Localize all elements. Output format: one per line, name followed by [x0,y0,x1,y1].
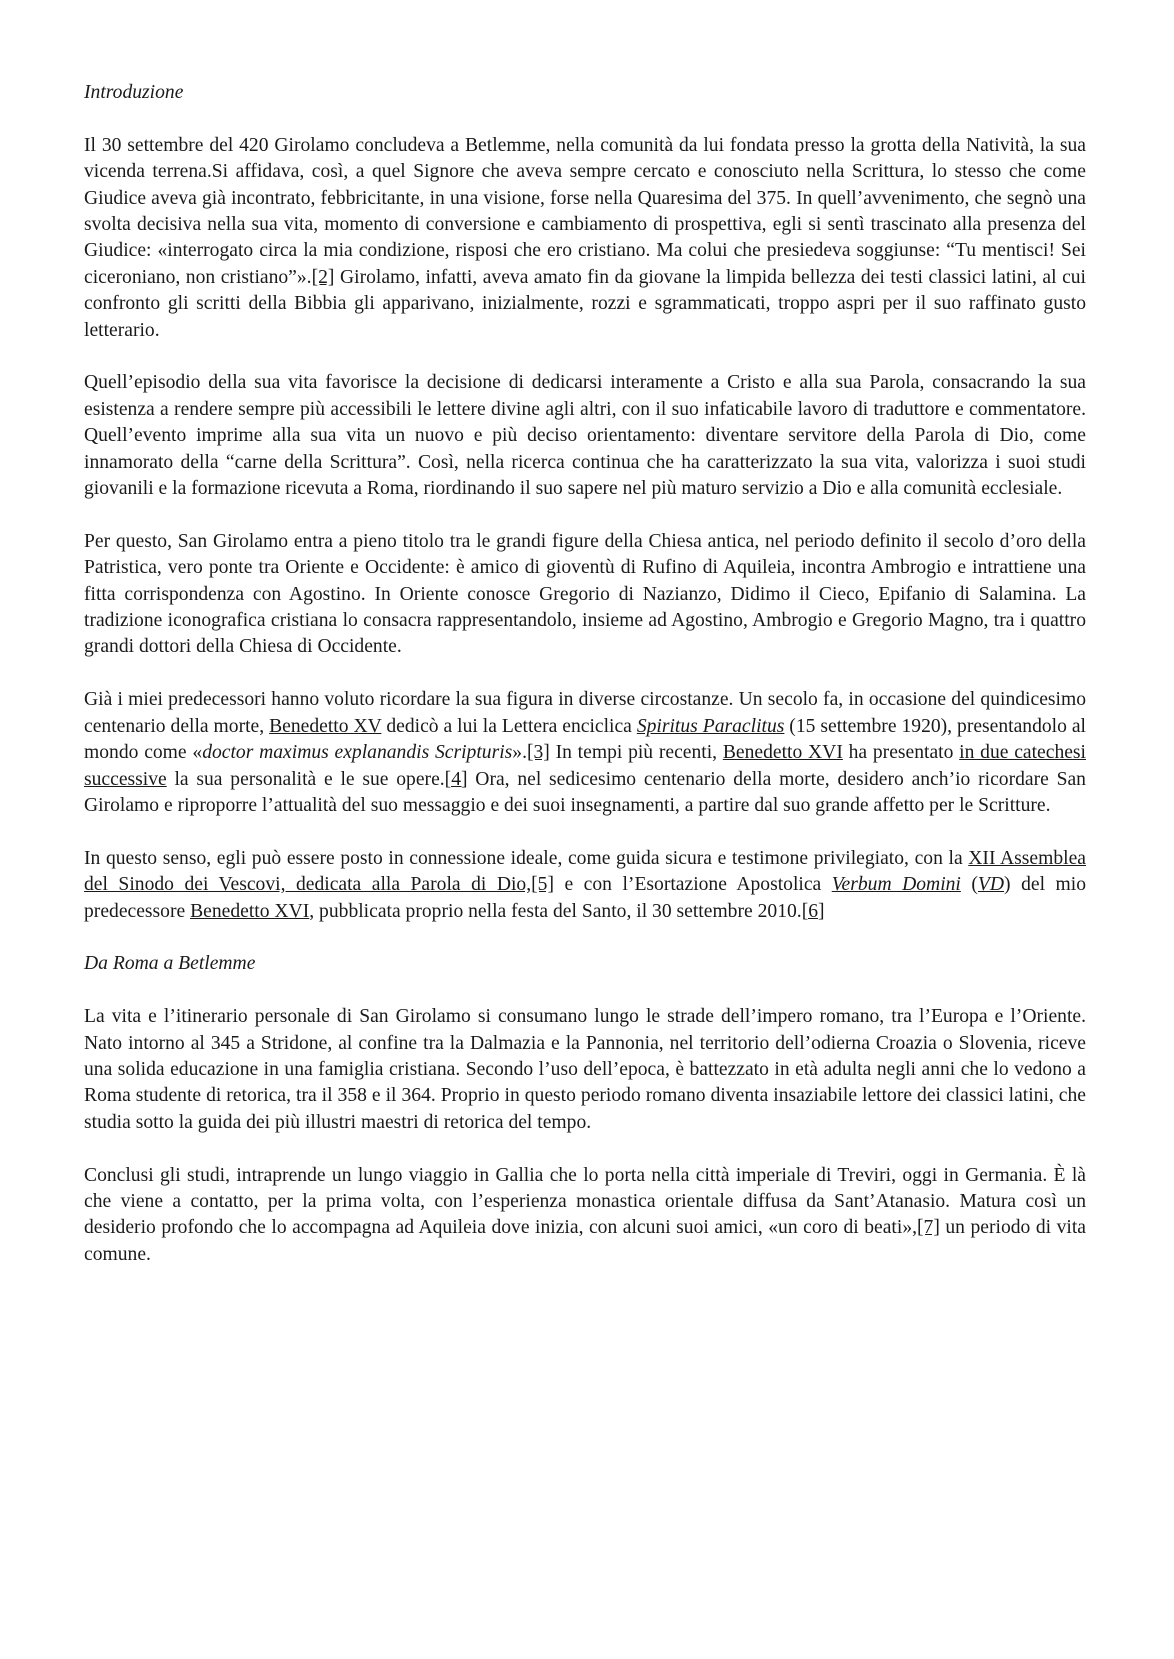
quote-doctor-maximus: doctor maximus explanandis Scripturis [202,742,513,764]
footnote-link-2[interactable]: [2] [311,266,335,288]
link-spiritus-paraclitus-text: Spiritus Paraclitus [636,715,785,737]
link-benedetto-xv[interactable]: Benedetto XV [269,715,382,737]
paragraph-4-text-g: la sua personalità e le sue opere. [166,768,445,790]
paragraph-4-text-a: Già i miei predecessori hanno voluto ricordare la sua figura in diverse circostanze. Un secolo fa, in occasione del quindicesimo centenario della morte, [84,689,1086,737]
section-heading-da-roma-a-betlemme: Da Roma a Betlemme [84,953,256,975]
paragraph-4 [84,687,1086,819]
paragraph-7 [84,1163,1086,1269]
link-verbum-domini[interactable] [832,874,961,895]
paragraph-1-text-b: Girolamo, infatti, aveva amato fin da giovane la limpida bellezza dei testi classici latini, al cui confronto gli scritti della Bibbia gli apparivano, inizialmente, rozzi e sgrammaticati, troppo aspri per il suo raffinato gusto letterario. [84,266,1087,341]
link-catechesi[interactable]: in due catechesi successive [84,742,1087,790]
link-spiritus-paraclitus[interactable] [637,716,785,737]
link-sinodo-vescovi[interactable]: XII Assemblea del Sinodo dei Vescovi, dedicata alla Parola di Dio, [84,847,1086,896]
footnote-link-3[interactable]: [3] [526,742,550,764]
footnote-link-5[interactable]: [5] [531,874,554,896]
footnote-link-7[interactable]: [7] [917,1217,940,1239]
link-verbum-domini-text: Verbum Domini [831,874,961,896]
paragraph-5-text-d: ) del mio predecessore [84,874,1086,922]
paragraph-4-text-f: ha presentato [842,742,960,764]
paragraph-7-text-b: un periodo di vita comune. [84,1217,1086,1265]
paragraph-6: La vita e l’itinerario personale di San Girolamo si consumano lungo le strade dell’impero romano, tra l’Europa e l’Oriente. Nato intorno al 345 a Stridone, al confine tra la Dalmazia e la Pannonia, nel territorio dell’odierna Croazia o Slovenia, riceve una solida educazione in una famiglia cristiana. Secondo l’uso dell’epoca, è battezzato in età adulta negli anni che lo vedono a Roma studente di retorica, tra il 358 e il 364. Proprio in questo periodo romano diventa insaziabile lettore dei classici latini, che studia sotto la guida dei più illustri maestri di retorica del tempo. [84,1006,1086,1133]
paragraph-7-text-a: Conclusi gli studi, intraprende un lungo viaggio in Gallia che lo porta nella città imperiale di Treviri, oggi in Germania. È là che viene a contatto, per la prima volta, con l’esperienza monastica orientale diffusa da Sant’Atanasio. Matura così un desiderio profondo che lo accompagna ad Aquileia dove inizia, con alcuni suoi amici, «un coro di beati», [84,1164,1086,1239]
footnote-link-4[interactable]: [4] [444,768,468,790]
paragraph-5-text-e: , pubblicata proprio nella festa del Santo, il 30 settembre 2010. [309,900,802,922]
paragraph-5-text-b: e con l’Esortazione Apostolica [553,874,832,896]
paragraph-2: Quell’episodio della sua vita favorisce la decisione di dedicarsi interamente a Cristo e alla sua Parola, consacrando la sua esistenza a rendere sempre più accessibili le lettere divine agli altri, con il suo infaticabile lavoro di traduttore e commentatore. Quell’evento imprime alla sua vita un nuovo e più deciso orientamento: diventare servitore della Parola di Dio, come innamorato della “carne della Scrittura”. Così, nella ricerca continua che ha caratterizzato la sua vita, valorizza i suoi studi giovanili e la formazione ricevuta a Roma, riordinando il suo sapere nel più maturo servizio a Dio e alla comunità ecclesiale. [84,372,1086,500]
paragraph-4-text-c: (15 settembre 1920), presentandolo al mondo come « [84,715,1087,764]
paragraph-4-text-e: In tempi più recenti, [549,742,723,764]
paragraph-4-text-h: Ora, nel sedicesimo centenario della morte, desidero anch’io ricordare San Girolamo e riproporre l’attualità del suo messaggio e dei suoi insegnamenti, a partire dal suo grande affetto per le Scritture. [84,768,1086,816]
paragraph-4-text-b: dedicò a lui la Lettera enciclica [381,715,637,737]
section-heading-introduzione: Introduzione [84,82,184,103]
paragraph-5-text-a: In questo senso, egli può essere posto in connessione ideale, come guida sicura e testimone privilegiato, con la [84,847,969,869]
paragraph-5-text-c: ( [960,874,978,896]
link-benedetto-xvi-1[interactable]: Benedetto XVI [722,742,843,764]
link-vd[interactable] [978,874,1004,895]
paragraph-5 [84,846,1086,925]
link-vd-text: VD [977,874,1005,896]
paragraph-4-text-d: ». [512,742,527,764]
link-benedetto-xvi-2[interactable]: Benedetto XVI [190,900,310,922]
paragraph-3: Per questo, San Girolamo entra a pieno titolo tra le grandi figure della Chiesa antica, nel periodo definito il secolo d’oro della Patristica, vero ponte tra Oriente e Occidente: è amico di gioventù di Rufino di Aquileia, incontra Ambrogio e intrattiene una fitta corrispondenza con Agostino. In Oriente conosce Gregorio di Nazianzo, Didimo il Cieco, Epifanio di Salamina. La tradizione iconografica cristiana lo consacra rappresentandolo, insieme ad Agostino, Ambrogio e Gregorio Magno, tra i quattro grandi dottori della Chiesa di Occidente. [84,530,1086,658]
footnote-link-6[interactable]: [6] [801,900,825,922]
paragraph-1-text-a: Il 30 settembre del 420 Girolamo concludeva a Betlemme, nella comunità da lui fondata presso la grotta della Natività, la sua vicenda terrena.Si affidava, così, a quel Signore che aveva sempre cercato e conosciuto nella Scrittura, lo stesso che come Giudice aveva già incontrato, febbricitante, in una visione, forse nella Quaresima del 375. In quell’avvenimento, che segnò una svolta decisiva nella sua vita, momento di conversione e cambiamento di prospettiva, egli si sentì trascinato alla presenza del Giudice: «interrogato circa la mia condizione, risposi che ero cristiano. Ma colui che presiedeva soggiunse: “Tu mentisci! Sei ciceroniano, non cristiano”». [84,134,1086,288]
paragraph-1 [84,133,1086,344]
